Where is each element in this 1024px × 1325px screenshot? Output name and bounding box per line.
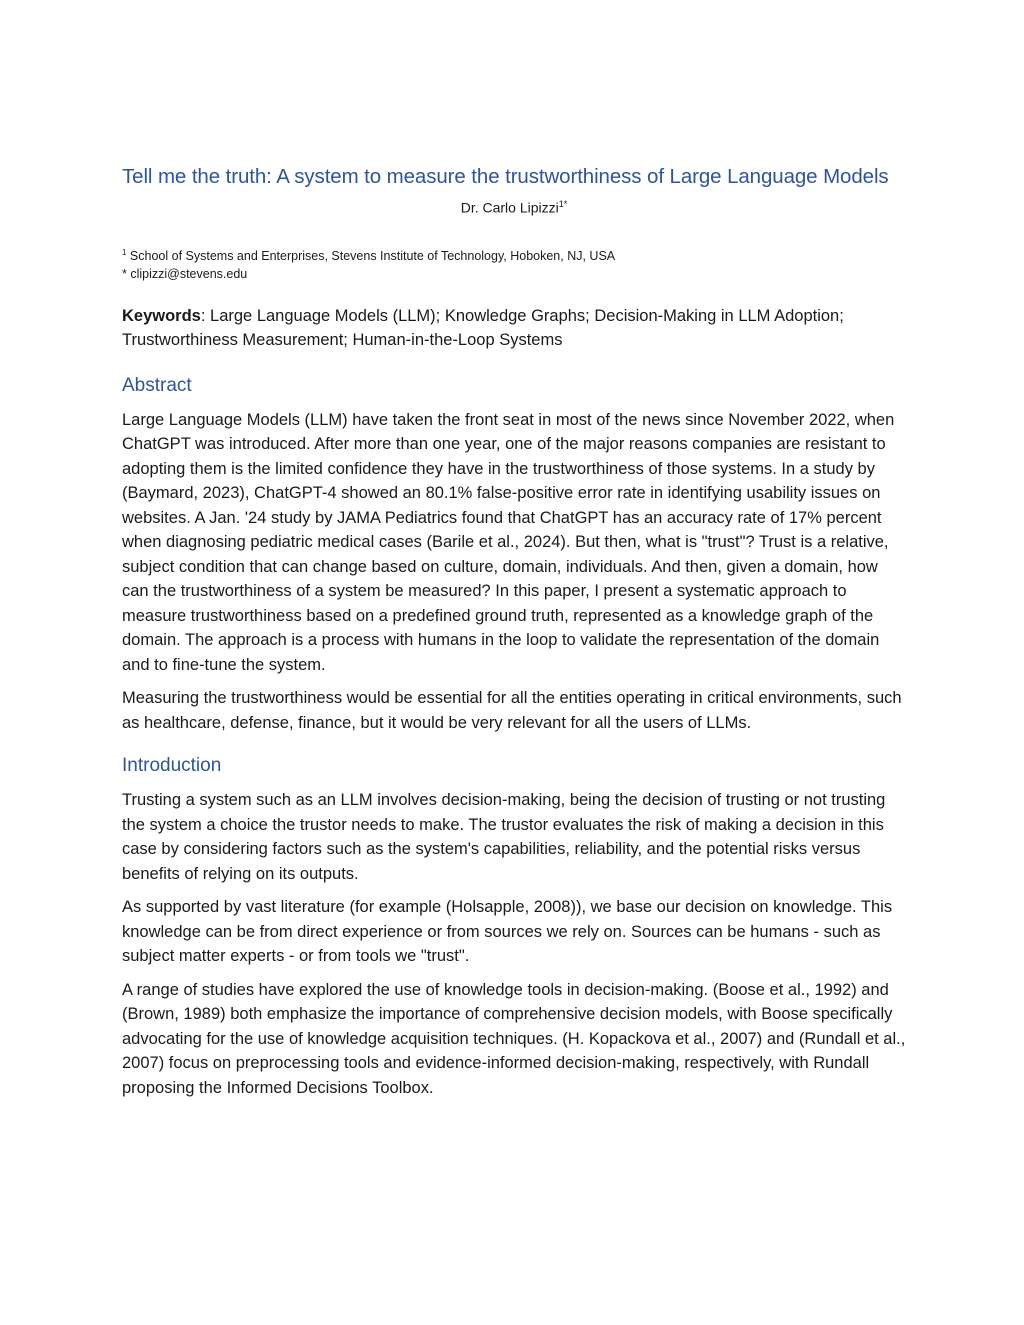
- introduction-paragraph: Trusting a system such as an LLM involves decision-making, being the decision of trusting or not trusting the system a choice the trustor needs to make. The trustor evaluates the risk of making a decision in this case by considering factors such as the system's capabilities, reliability, and the potential risks versus benefits of relying on its outputs.: [122, 791, 886, 883]
- affiliation-block: [122, 244, 906, 283]
- introduction-paragraph: A range of studies have explored the use of knowledge tools in decision-making. (Boose et al., 1992) and (Brown, 1989) both emphasize the importance of comprehensive decision models, with Boose specifically advocating for the use of knowledge acquisition techniques. (H. Kopackova et al., 2007) and (Rundall et al., 2007) focus on preprocessing tools and evidence-informed decision-making, respectively, with Rundall proposing the Informed Decisions Toolbox.: [122, 980, 906, 1097]
- author-email: * clipizzi@stevens.edu: [122, 266, 248, 281]
- paper-title: Tell me the truth: A system to measure the trustworthiness of Large Language Models: [122, 165, 889, 188]
- affiliation-marker: 1: [122, 247, 127, 257]
- author-name: Dr. Carlo Lipizzi: [460, 199, 559, 216]
- keywords-block: [122, 304, 906, 353]
- abstract-paragraph: Measuring the trustworthiness would be essential for all the entities operating in critical environments, such as healthcare, defense, finance, but it would be very relevant for all the users of LLMs.: [122, 689, 902, 732]
- author-superscript: 1*: [558, 199, 568, 209]
- abstract-paragraph: Large Language Models (LLM) have taken the front seat in most of the news since November 2022, when ChatGPT was introduced. After more than one year, one of the major reasons companies are resistant to adopting them is the limited confidence they have in the trustworthiness of those systems. In a study by (Baymard, 2023), ChatGPT-4 showed an 80.1% false-positive error rate in identifying usability issues on websites. A Jan. '24 study by JAMA Pediatrics found that ChatGPT has an accuracy rate of 17% percent when diagnosing pediatric medical cases (Barile et al., 2024). But then, what is "trust"? Trust is a relative, subject condition that can change based on culture, domain, individuals. And then, given a domain, how can the trustworthiness of a system be measured? In this paper, I present a systematic approach to measure trustworthiness based on a predefined ground truth, represented as a knowledge graph of the domain. The approach is a process with humans in the loop to validate the representation of the domain and to fine-tune the system.: [122, 410, 895, 674]
- introduction-heading: Introduction: [122, 755, 222, 777]
- introduction-paragraph: As supported by vast literature (for example (Holsapple, 2008)), we base our decision on knowledge. This knowledge can be from direct experience or from sources we rely on. Sources can be humans - such as subject matter experts - or from tools we "trust".: [122, 898, 893, 966]
- affiliation-text: School of Systems and Enterprises, Stevens Institute of Technology, Hoboken, NJ, USA: [126, 248, 616, 263]
- affiliation-line: [122, 244, 906, 265]
- keywords-text: : Large Language Models (LLM); Knowledge Graphs; Decision-Making in LLM Adoption; Trustworthiness Measurement; Human-in-the-Loop Systems: [122, 306, 844, 350]
- author-line: [122, 195, 906, 217]
- paper-page: [122, 160, 906, 1100]
- keywords-label: Keywords: [122, 306, 201, 325]
- abstract-heading: Abstract: [122, 374, 192, 396]
